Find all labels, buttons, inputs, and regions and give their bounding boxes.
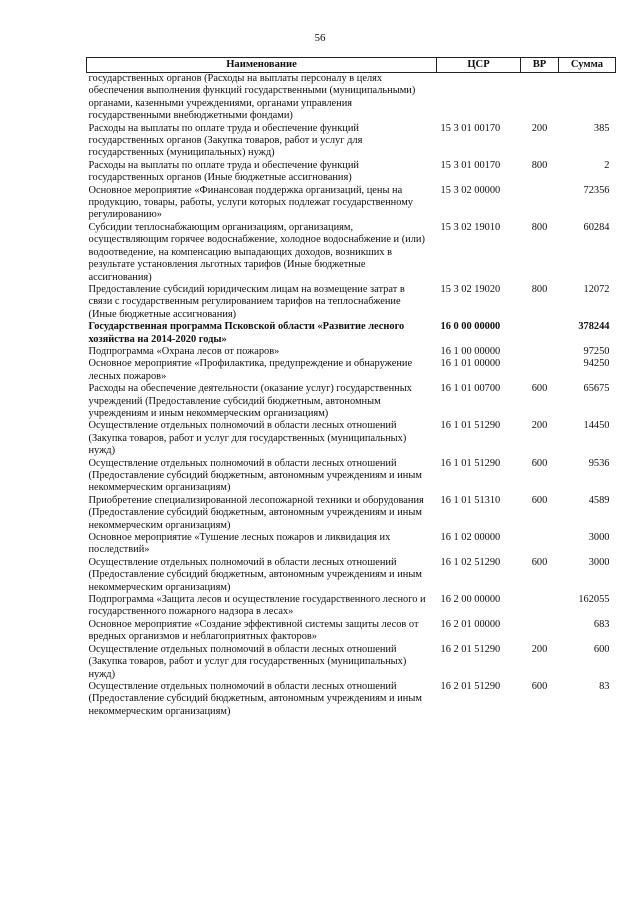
row-vr: 200 [531, 420, 548, 432]
row-sum: 14450 [583, 420, 610, 432]
row-csr: 16 1 01 00700 [440, 383, 501, 395]
header-name: Наименование [87, 58, 437, 73]
row-vr [521, 358, 559, 383]
row-csr: 16 1 02 51290 [440, 556, 501, 568]
row-sum: 162055 [578, 594, 610, 606]
header-csr: ЦСР [437, 58, 521, 73]
table-row [87, 160, 616, 185]
row-name: Основное мероприятие «Финансовая поддержка организаций, цены на продукцию, товары, работы, услуги которых подлежат государственному регулированию» [88, 184, 414, 221]
row-vr: 800 [531, 283, 548, 295]
row-name: Государственная программа Псковской области «Развитие лесного хозяйства на 2014-2020 годы» [88, 321, 405, 345]
row-csr: 15 3 01 00170 [440, 159, 501, 171]
row-name: Осуществление отдельных полномочий в области лесных отношений (Закупка товаров, работ и услуг для государственных (муниципальных) нужд) [88, 420, 407, 457]
row-name: Расходы на выплаты по оплате труда и обеспечение функций государственных органов (Закупка товаров, работ и услуг для государственных (муниципальных) нужд) [88, 122, 363, 159]
row-csr: 16 1 00 00000 [440, 345, 501, 357]
table-header-row [87, 58, 616, 73]
row-vr [521, 619, 559, 644]
header-vr: ВР [521, 58, 559, 73]
row-name: Осуществление отдельных полномочий в области лесных отношений (Предоставление субсидий бюджетным, автономным учреждениям и иным некоммерческим организациям) [88, 556, 422, 593]
row-sum: 3000 [588, 556, 610, 568]
row-csr: 16 1 01 00000 [440, 358, 501, 370]
row-name: Предоставление субсидий юридическим лицам на возмещение затрат в связи с государственным регулированием тарифов на теплоснабжение (Иные бюджетные ассигнования) [88, 283, 405, 320]
row-sum [559, 73, 616, 123]
row-sum: 385 [593, 122, 610, 134]
table-row [87, 358, 616, 383]
row-csr [437, 73, 521, 123]
table-row [87, 594, 616, 619]
row-name: Расходы на обеспечение деятельности (оказание услуг) государственных учреждений (Предоставление субсидий бюджетным, автономным учреждениям и иным некоммерческим организациям) [88, 383, 412, 419]
row-sum: 683 [593, 618, 610, 630]
row-csr: 15 3 02 19020 [440, 283, 501, 295]
table-row [87, 346, 616, 358]
row-vr: 600 [531, 494, 548, 506]
row-sum: 3000 [588, 532, 610, 544]
row-sum: 9536 [588, 457, 610, 469]
row-csr: 16 1 01 51290 [440, 457, 501, 469]
row-vr: 800 [531, 159, 548, 171]
row-name: Осуществление отдельных полномочий в области лесных отношений (Закупка товаров, работ и услуг для государственных (муниципальных) нужд) [88, 643, 407, 680]
table-row [87, 123, 616, 160]
row-sum: 378244 [578, 321, 610, 333]
row-vr: 600 [531, 457, 548, 469]
table-row [87, 458, 616, 495]
table-row [87, 383, 616, 420]
table-row [87, 681, 616, 718]
row-name: государственных органов (Расходы на выплаты персоналу в целях обеспечения выполнения функций государственными (муниципальными) органами, казенными учреждениями, органами управления государственными внебюджетными фондами) [88, 73, 416, 122]
row-sum: 72356 [583, 184, 610, 196]
row-vr: 200 [531, 122, 548, 134]
table-row [87, 185, 616, 222]
table-row [87, 495, 616, 532]
row-csr: 15 3 02 19010 [440, 221, 501, 233]
table-row [87, 73, 616, 123]
row-name: Основное мероприятие «Создание эффективной системы защиты лесов от вредных организмов и неблагоприятных факторов» [88, 618, 419, 643]
table-row [87, 420, 616, 457]
row-csr: 15 3 01 00170 [440, 122, 501, 134]
row-csr: 16 1 02 00000 [440, 532, 501, 544]
table-row [87, 532, 616, 557]
page-number: 56 [314, 32, 326, 44]
row-name: Осуществление отдельных полномочий в области лесных отношений (Предоставление субсидий бюджетным, автономным учреждениям и иным некоммерческим организациям) [88, 457, 422, 494]
row-name: Основное мероприятие «Тушение лесных пожаров и ликвидация их последствий» [88, 532, 391, 556]
row-vr [521, 594, 559, 619]
row-vr: 800 [531, 221, 548, 233]
row-csr: 16 1 01 51290 [440, 420, 501, 432]
row-sum: 65675 [583, 383, 610, 395]
row-name: Осуществление отдельных полномочий в области лесных отношений (Предоставление субсидий бюджетным, автономным учреждениям и иным некоммерческим организациям) [88, 680, 422, 717]
table-row [87, 321, 616, 346]
row-vr [521, 532, 559, 557]
row-name: Подпрограмма «Защита лесов и осуществление государственного лесного и государственного пожарного надзора в лесах» [88, 594, 426, 618]
row-vr [521, 185, 559, 222]
row-sum: 60284 [583, 221, 610, 233]
row-name: Субсидии теплоснабжающим организациям, организациям, осуществляющим горячее водоснабжение, холодное водоснабжение и (или) водоотведение, на компенсацию выпадающих доходов, возникших в результате установления льготных тарифов (Иные бюджетные ассигнования) [88, 221, 425, 283]
row-sum: 83 [599, 680, 610, 692]
row-sum: 94250 [583, 358, 610, 370]
row-name: Подпрограмма «Охрана лесов от пожаров» [88, 345, 280, 357]
table-row [87, 644, 616, 681]
row-vr: 600 [531, 383, 548, 395]
row-sum: 12072 [583, 283, 610, 295]
table-row [87, 284, 616, 321]
table-row [87, 222, 616, 284]
row-name: Расходы на выплаты по оплате труда и обеспечение функций государственных органов (Иные бюджетные ассигнования) [88, 159, 359, 184]
row-sum: 97250 [583, 345, 610, 357]
row-name: Основное мероприятие «Профилактика, предупреждение и обнаружение лесных пожаров» [88, 358, 413, 382]
row-csr: 16 2 01 00000 [440, 618, 501, 630]
row-csr: 16 2 00 00000 [440, 594, 501, 606]
row-vr: 600 [531, 556, 548, 568]
row-csr: 16 2 01 51290 [440, 680, 501, 692]
row-csr: 16 2 01 51290 [440, 643, 501, 655]
row-csr: 15 3 02 00000 [440, 184, 501, 196]
row-sum: 600 [593, 643, 610, 655]
row-sum: 2 [604, 159, 610, 171]
row-csr: 16 0 00 00000 [440, 321, 501, 333]
row-csr: 16 1 01 51310 [440, 494, 501, 506]
row-name: Приобретение специализированной лесопожарной техники и оборудования (Предоставление субсидий бюджетным, автономным учреждениям и иным некоммерческим организациям) [88, 494, 424, 531]
table-row [87, 557, 616, 594]
budget-table [86, 57, 616, 718]
row-vr [521, 321, 559, 346]
row-vr: 200 [531, 643, 548, 655]
header-sum: Сумма [559, 58, 616, 73]
table-body [87, 73, 616, 719]
row-vr: 600 [531, 680, 548, 692]
row-sum: 4589 [588, 494, 610, 506]
table-row [87, 619, 616, 644]
row-vr [521, 346, 559, 358]
row-vr [521, 73, 559, 123]
